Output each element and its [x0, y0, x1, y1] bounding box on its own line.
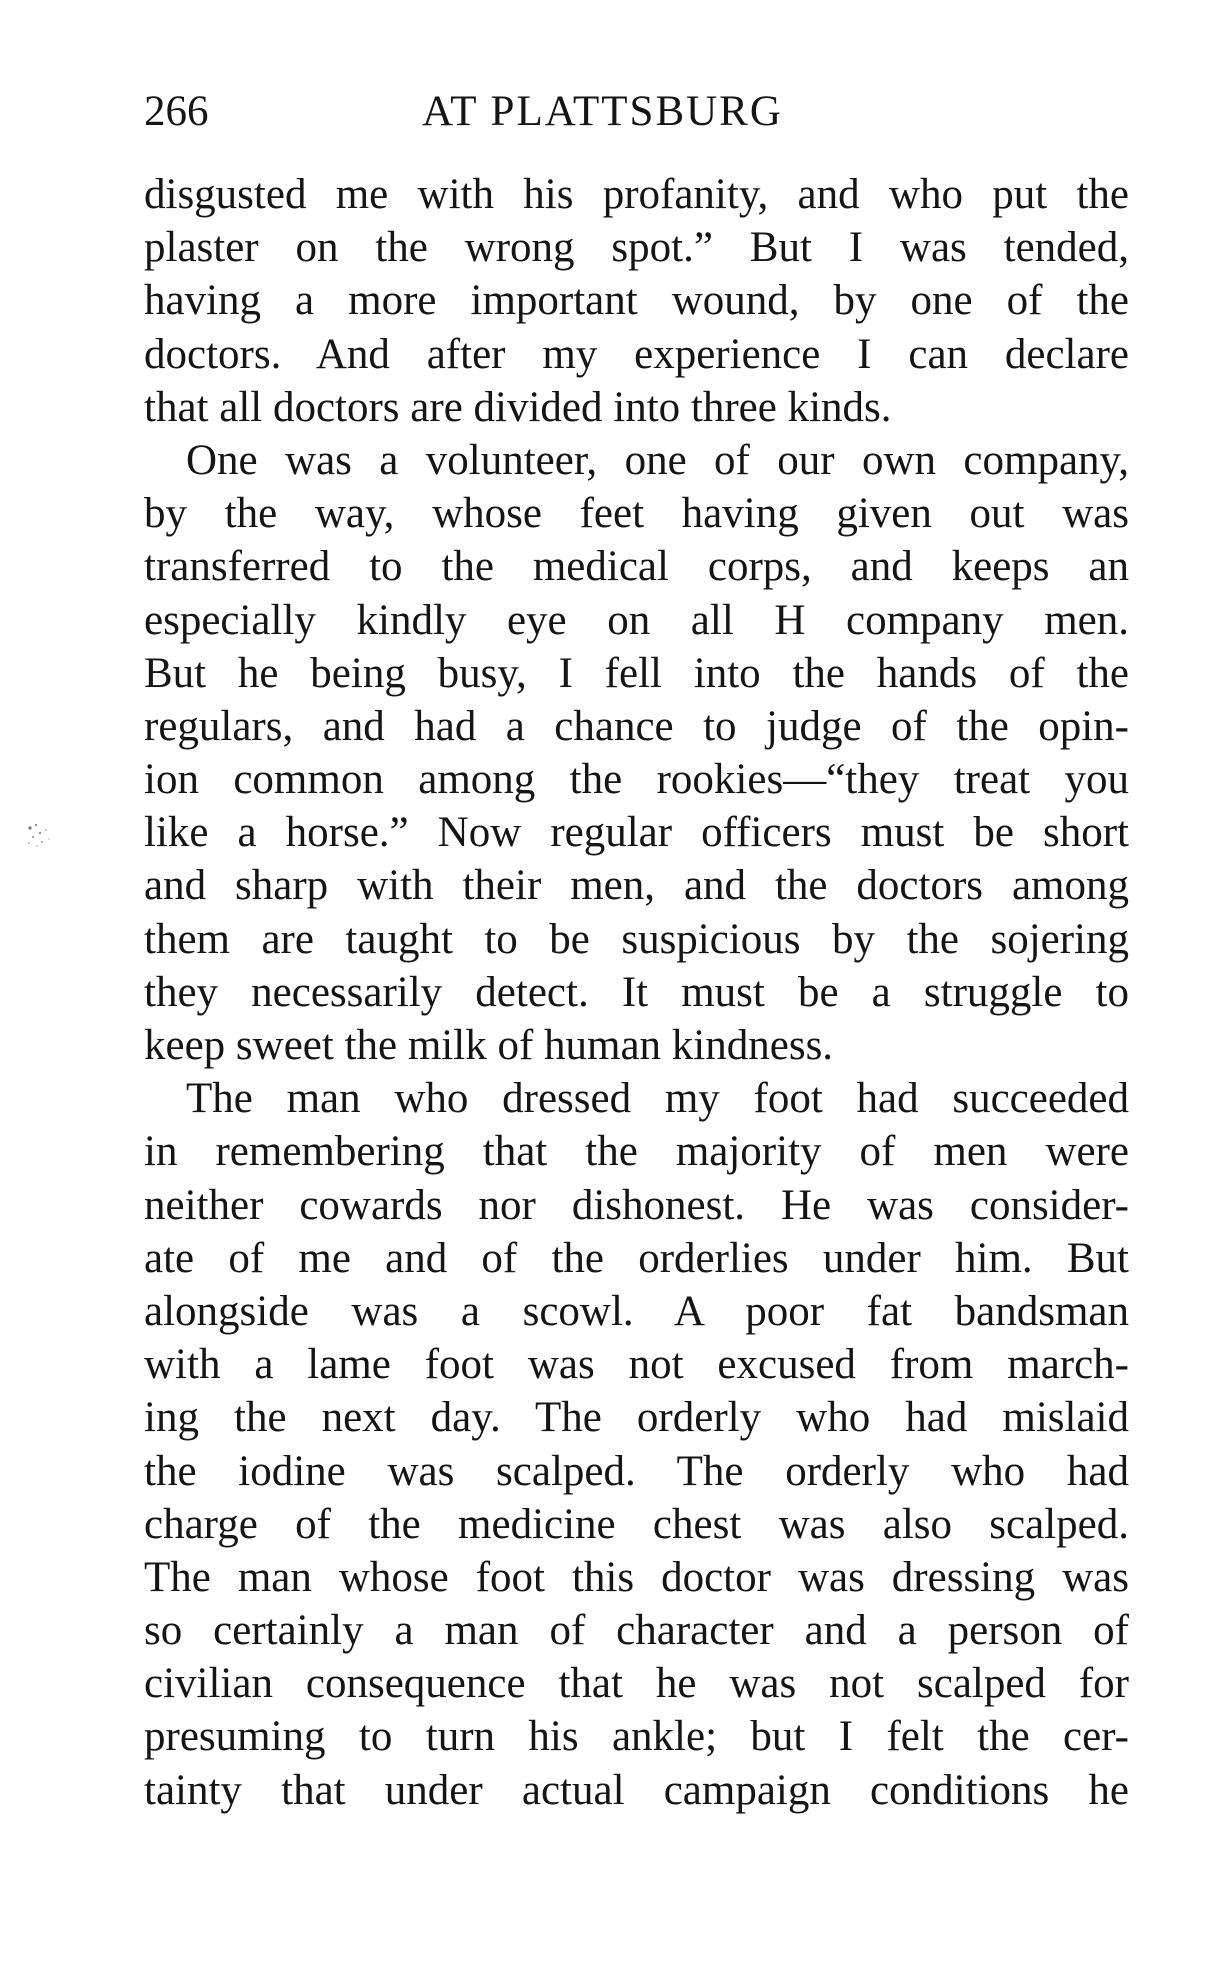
text-line: they necessarily detect. It must be a struggle to — [144, 968, 1129, 1016]
text-line: keep sweet the milk of human kindness. — [144, 1022, 834, 1069]
text-line: alongside was a scowl. A poor fat bandsman — [144, 1287, 1129, 1335]
text-line: neither cowards nor dishonest. He was consider- — [144, 1181, 1129, 1229]
text-line: in remembering that the majority of men were — [144, 1128, 1129, 1176]
text-line: tainty that under actual campaign conditions he — [144, 1766, 1129, 1814]
text-line: that all doctors are divided into three kinds. — [144, 383, 892, 431]
text-line: especially kindly eye on all H company men. — [144, 596, 1129, 644]
text-line: by the way, whose feet having given out was — [144, 490, 1129, 538]
text-line: presuming to turn his ankle; but I felt the cer- — [144, 1713, 1129, 1761]
text-line: The man whose foot this doctor was dressing was — [144, 1553, 1129, 1601]
text-line: charge of the medicine chest was also scalped. — [144, 1500, 1129, 1548]
text-line: like a horse.” Now regular officers must be short — [144, 809, 1129, 857]
text-line: civilian consequence that he was not scalped for — [144, 1660, 1129, 1708]
text-line: and sharp with their men, and the doctors among — [144, 862, 1129, 910]
running-head: AT PLATTSBURG — [422, 88, 783, 135]
text-line: ate of me and of the orderlies under him. But — [144, 1234, 1129, 1282]
page-header — [144, 82, 1129, 142]
text-line: ion common among the rookies—“they treat you — [144, 756, 1129, 804]
text-line: disgusted me with his profanity, and who put the — [144, 171, 1129, 218]
text-line: so certainly a man of character and a person of — [144, 1607, 1129, 1655]
text-line: with a lame foot was not excused from march- — [144, 1341, 1129, 1389]
ink-smudge — [22, 818, 62, 858]
text-line: The man who dressed my foot had succeeded — [186, 1075, 1129, 1123]
text-line: the iodine was scalped. The orderly who had — [144, 1447, 1129, 1495]
text-line: plaster on the wrong spot.” But I was tended, — [144, 224, 1129, 272]
page-number: 266 — [144, 88, 209, 135]
text-line: ing the next day. The orderly who had mislaid — [144, 1394, 1129, 1442]
text-line: But he being busy, I fell into the hands of the — [144, 649, 1129, 697]
text-line: One was a volunteer, one of our own company, — [186, 436, 1129, 484]
text-line: transferred to the medical corps, and keeps an — [144, 543, 1129, 591]
text-line: having a more important wound, by one of the — [144, 277, 1129, 325]
body-text — [144, 168, 1129, 1817]
text-line: regulars, and had a chance to judge of the opin- — [144, 702, 1129, 750]
text-line: doctors. And after my experience I can declare — [144, 330, 1129, 378]
text-line: them are taught to be suspicious by the sojering — [144, 915, 1129, 963]
